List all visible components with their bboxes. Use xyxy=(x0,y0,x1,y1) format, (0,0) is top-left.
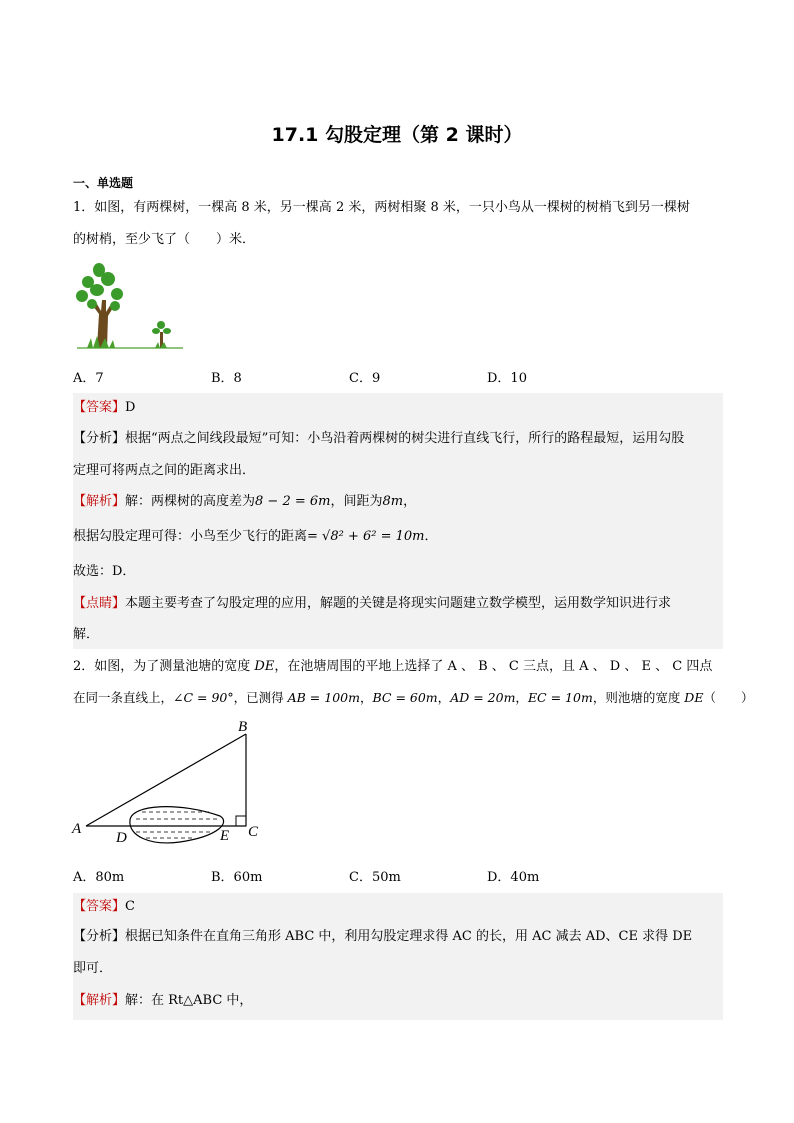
trees-figure xyxy=(73,262,185,354)
answer-tag: 【答案】 xyxy=(73,899,126,914)
solution-tag: 【解析】 xyxy=(73,993,126,1008)
math-expr: 8 − 2 = 6m xyxy=(255,494,331,509)
q1-stem-line1: 1．如图，有两棵树，一棵高 8 米，另一棵高 2 米，两树相聚 8 米，一只小鸟从一棵树的树梢飞到另一棵树 xyxy=(73,200,690,215)
label-e: E xyxy=(220,828,230,844)
q2-solution-line1 xyxy=(73,993,252,1009)
stem-text: （ ） xyxy=(703,690,754,705)
stem-text: ， xyxy=(515,690,528,705)
solution-text: ． xyxy=(424,529,438,544)
q2-stem-line1 xyxy=(73,659,712,675)
q1-option-a: A．7 xyxy=(73,371,104,386)
math-expr: BC = 60m xyxy=(372,690,438,705)
answer-tag: 【答案】 xyxy=(73,400,126,415)
solution-text: 解：在 Rt△ABC 中， xyxy=(125,993,253,1008)
math-expr: = √8² + 6² = 10m xyxy=(307,529,425,544)
math-expr: DE xyxy=(684,690,704,705)
q2-option-b: B．60m xyxy=(211,870,263,885)
q2-option-d: D．40m xyxy=(487,870,540,885)
pond-triangle-figure xyxy=(70,716,270,856)
math-expr: ∠C = 90° xyxy=(173,690,234,705)
q1-option-c: C．9 xyxy=(349,371,381,386)
solution-tag: 【解析】 xyxy=(73,494,126,509)
q1-option-d: D．10 xyxy=(487,371,527,386)
solution-text: ，间距为 xyxy=(330,494,383,509)
comment-text: 本题主要考查了勾股定理的应用，解题的关键是将现实问题建立数学模型，运用数学知识进行求 xyxy=(125,596,672,611)
q1-answer-line xyxy=(73,400,135,416)
label-a: A xyxy=(72,821,82,837)
section-heading: 一、单选题 xyxy=(73,176,134,190)
stem-text: ，则池塘的宽度 xyxy=(592,690,685,705)
math-expr: AB = 100m xyxy=(287,690,360,705)
math-expr: AD = 20m xyxy=(450,690,516,705)
q1-option-b: B．8 xyxy=(211,371,242,386)
math-expr: EC = 10m xyxy=(527,690,593,705)
label-c: C xyxy=(248,824,259,840)
comment-tag: 【点睛】 xyxy=(73,596,126,611)
pond-water-lines xyxy=(136,812,220,838)
q1-analysis-line2: 定理可将两点之间的距离求出． xyxy=(73,463,256,478)
stem-text: 2．如图，为了测量池塘的宽度 xyxy=(73,659,255,674)
math-expr: 8m xyxy=(382,494,404,509)
analysis-text: 根据已知条件在直角三角形 ABC 中，利用勾股定理求得 AC 的长，用 AC 减去 AD、CE 求得 DE xyxy=(125,929,693,944)
q1-solution-line2 xyxy=(73,529,438,545)
big-tree-leaves xyxy=(76,263,123,311)
label-d: D xyxy=(116,830,127,846)
analysis-text: 根据“两点之间线段最短”可知：小鸟沿着两棵树的树尖进行直线飞行，所行的路程最短，运用勾股 xyxy=(125,431,685,446)
q2-analysis-line2: 即可． xyxy=(73,961,113,976)
q2-option-a: A．80m xyxy=(73,870,125,885)
q2-stem-line2 xyxy=(73,690,753,706)
q2-analysis-line1 xyxy=(73,929,692,945)
label-b: B xyxy=(238,719,248,735)
analysis-tag: 【分析】 xyxy=(73,431,126,446)
answer-value: C xyxy=(125,899,135,914)
q2-option-c: C．50m xyxy=(349,870,401,885)
analysis-tag: 【分析】 xyxy=(73,929,126,944)
q1-analysis-line1 xyxy=(73,431,684,447)
q1-solution-line1 xyxy=(73,494,416,510)
q1-stem-line2: 的树梢，至少飞了（ ）米． xyxy=(73,232,256,247)
right-angle-mark xyxy=(236,816,246,826)
q1-comment-line2: 解． xyxy=(73,627,100,642)
q1-comment-line1 xyxy=(73,596,671,612)
stem-text: ，已测得 xyxy=(233,690,288,705)
stem-text: 在同一条直线上， xyxy=(73,690,174,705)
q1-choice-line: 故选：D． xyxy=(73,564,136,579)
q2-answer-line xyxy=(73,899,135,915)
math-expr: DE xyxy=(254,659,275,674)
solution-text: 根据勾股定理可得：小鸟至少飞行的距离 xyxy=(73,529,308,544)
stem-text: ， xyxy=(437,690,451,705)
solution-text: 解：两棵树的高度差为 xyxy=(125,494,256,509)
answer-value: D xyxy=(125,400,136,415)
stem-text: ，在池塘周围的平地上选择了 A 、 B 、 C 三点，且 A 、 D 、 E 、 C 四点 xyxy=(274,659,713,674)
page-title: 17.1 勾股定理（第 2 课时） xyxy=(271,124,523,146)
solution-text: ， xyxy=(403,494,417,509)
stem-text: ， xyxy=(359,690,373,705)
